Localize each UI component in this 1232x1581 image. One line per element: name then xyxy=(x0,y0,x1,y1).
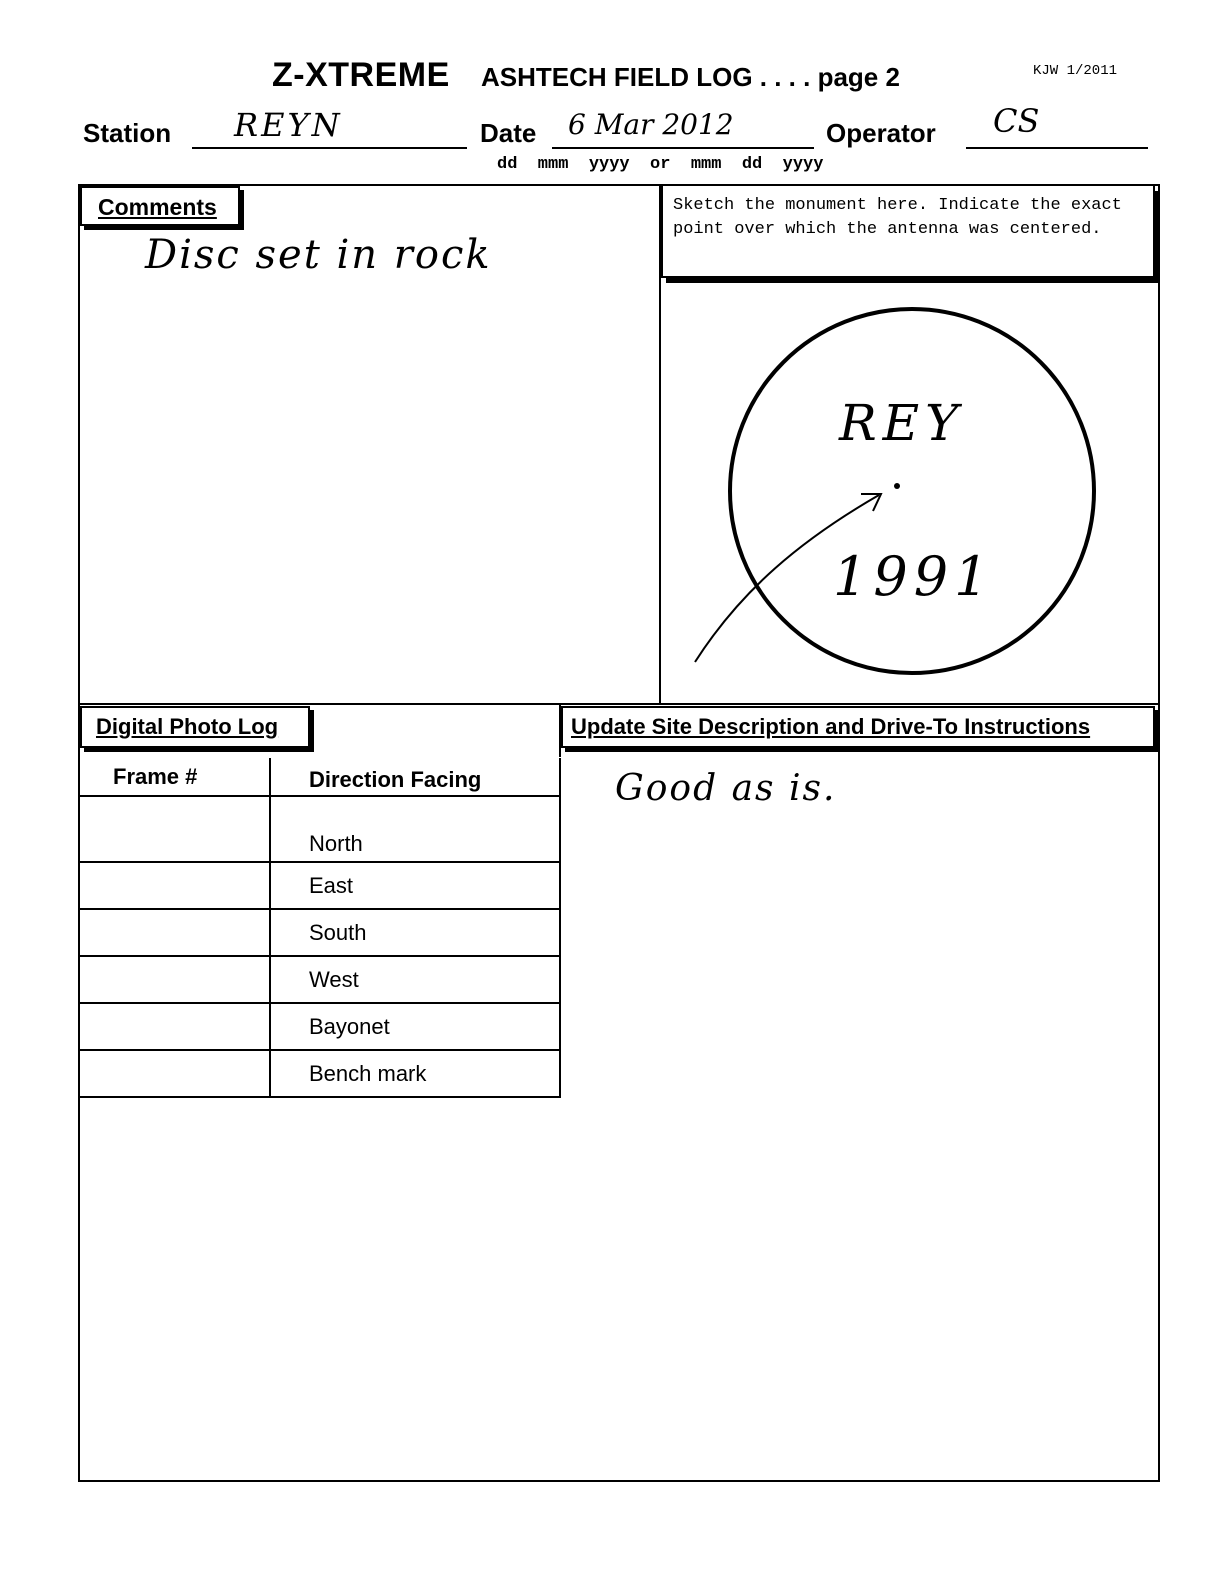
direction-cell: South xyxy=(270,909,560,956)
direction-cell: East xyxy=(270,862,560,909)
column-header-direction: Direction Facing xyxy=(270,758,560,796)
frame-cell[interactable] xyxy=(78,862,270,909)
station-value: REYN xyxy=(234,106,343,144)
photo-log-table xyxy=(78,758,561,1098)
direction-cell: Bench mark xyxy=(270,1050,560,1097)
form-code: KJW 1/2011 xyxy=(1033,63,1118,79)
table-row xyxy=(78,956,560,1003)
operator-value: CS xyxy=(993,102,1040,140)
disc-text-bottom: 1991 xyxy=(833,545,995,608)
date-value: 6 Mar 2012 xyxy=(568,108,734,141)
frame-cell[interactable] xyxy=(78,1050,270,1097)
table-row xyxy=(78,796,560,862)
monument-sketch[interactable] xyxy=(661,280,1155,700)
center-point-mark xyxy=(894,483,900,489)
photo-log-heading: Digital Photo Log xyxy=(80,706,310,748)
column-header-frame: Frame # xyxy=(78,758,270,796)
form-title: Z-XTREME xyxy=(272,56,450,94)
comments-value[interactable]: Disc set in rock xyxy=(145,232,492,278)
monument-disc-outline xyxy=(730,309,1094,673)
update-site-value[interactable]: Good as is. xyxy=(615,768,837,809)
station-label: Station xyxy=(83,118,172,148)
form-subtitle: ASHTECH FIELD LOG . . . . page 2 xyxy=(481,62,900,92)
disc-text-top: REY xyxy=(839,394,965,452)
operator-label: Operator xyxy=(826,118,936,148)
table-row xyxy=(78,909,560,956)
direction-cell: West xyxy=(270,956,560,1003)
table-row xyxy=(78,1003,560,1050)
date-format-hint: dd mmm yyyy or mmm dd yyyy xyxy=(497,155,824,174)
table-row xyxy=(78,862,560,909)
update-site-heading: Update Site Description and Drive-To Instructions xyxy=(561,706,1155,748)
frame-cell[interactable] xyxy=(78,1003,270,1050)
table-row xyxy=(78,1050,560,1097)
comments-heading: Comments xyxy=(80,186,240,226)
direction-cell: Bayonet xyxy=(270,1003,560,1050)
frame-cell[interactable] xyxy=(78,956,270,1003)
direction-cell: North xyxy=(270,796,560,862)
frame-cell[interactable] xyxy=(78,796,270,862)
frame-cell[interactable] xyxy=(78,909,270,956)
sketch-instructions: Sketch the monument here. Indicate the exact point over which the antenna was centered. xyxy=(661,186,1155,278)
divider-horizontal xyxy=(78,703,1160,705)
date-label: Date xyxy=(480,118,537,148)
